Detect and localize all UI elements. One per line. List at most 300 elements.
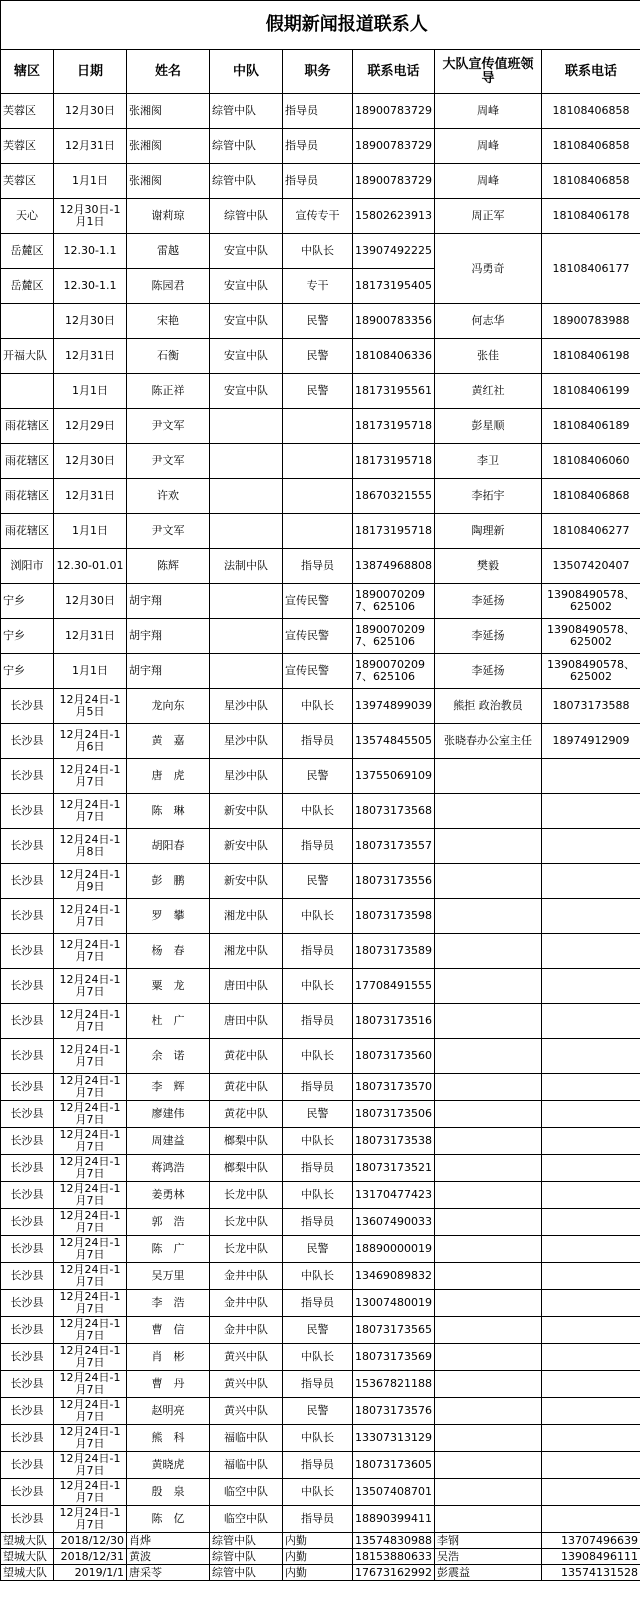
cell-leader-phone: 18108406277 — [542, 514, 640, 549]
cell-phone: 18073173570 — [353, 1074, 435, 1101]
cell-position: 民警 — [283, 374, 353, 409]
cell-phone: 13607490033 — [353, 1209, 435, 1236]
cell-leader-phone — [542, 1344, 640, 1371]
cell-name: 胡宇翔 — [127, 619, 210, 654]
cell-name: 郭 浩 — [127, 1209, 210, 1236]
cell-name: 黄晓虎 — [127, 1452, 210, 1479]
cell-leader: 熊拒 政治教员 — [435, 689, 542, 724]
cell-position: 中队长 — [283, 689, 353, 724]
table-row — [1, 164, 640, 199]
cell-district: 长沙县 — [1, 1182, 54, 1209]
cell-leader-phone: 13507420407 — [542, 549, 640, 584]
cell-leader-phone — [542, 1039, 640, 1074]
cell-phone: 18670321555 — [353, 479, 435, 514]
cell-district: 岳麓区 — [1, 269, 54, 304]
table-row — [1, 1344, 640, 1371]
table-row — [1, 339, 640, 374]
table-row — [1, 1479, 640, 1506]
cell-leader-phone — [542, 1263, 640, 1290]
cell-leader-phone: 18108406858 — [542, 129, 640, 164]
cell-district: 宁乡 — [1, 584, 54, 619]
table-row — [1, 1425, 640, 1452]
cell-district: 长沙县 — [1, 1344, 54, 1371]
cell-district: 长沙县 — [1, 1317, 54, 1344]
cell-position: 中队长 — [283, 1479, 353, 1506]
cell-position: 民警 — [283, 1236, 353, 1263]
cell-date: 12月24日-1月7日 — [54, 1004, 127, 1039]
cell-squad: 临空中队 — [210, 1506, 283, 1533]
cell-name: 曹 信 — [127, 1317, 210, 1344]
cell-name: 粟 龙 — [127, 969, 210, 1004]
cell-leader — [435, 1182, 542, 1209]
cell-name: 李 辉 — [127, 1074, 210, 1101]
cell-leader-phone — [542, 899, 640, 934]
cell-squad: 长龙中队 — [210, 1209, 283, 1236]
cell-district: 雨花辖区 — [1, 514, 54, 549]
table-row — [1, 1004, 640, 1039]
cell-leader: 周峰 — [435, 129, 542, 164]
cell-name: 曹 丹 — [127, 1371, 210, 1398]
cell-date: 12月24日-1月5日 — [54, 689, 127, 724]
table-row — [1, 1290, 640, 1317]
cell-date: 12月31日 — [54, 479, 127, 514]
cell-position: 宣传民警 — [283, 654, 353, 689]
cell-squad — [210, 409, 283, 444]
cell-leader — [435, 1128, 542, 1155]
cell-leader — [435, 794, 542, 829]
cell-name: 黄波 — [127, 1549, 210, 1565]
cell-leader: 周峰 — [435, 94, 542, 129]
cell-date: 12月29日 — [54, 409, 127, 444]
cell-phone: 13507408701 — [353, 1479, 435, 1506]
cell-name: 杜 广 — [127, 1004, 210, 1039]
cell-squad: 湘龙中队 — [210, 934, 283, 969]
cell-district: 望城大队 — [1, 1565, 54, 1581]
cell-position: 民警 — [283, 864, 353, 899]
cell-district: 雨花辖区 — [1, 409, 54, 444]
cell-position: 指导员 — [283, 1074, 353, 1101]
cell-district: 宁乡 — [1, 619, 54, 654]
cell-position: 中队长 — [283, 899, 353, 934]
cell-leader — [435, 934, 542, 969]
cell-squad: 福临中队 — [210, 1425, 283, 1452]
cell-leader — [435, 1004, 542, 1039]
cell-position: 民警 — [283, 1317, 353, 1344]
cell-leader — [435, 1479, 542, 1506]
cell-date: 12月24日-1月7日 — [54, 1236, 127, 1263]
table-row — [1, 1101, 640, 1128]
cell-date: 12月30日 — [54, 584, 127, 619]
cell-phone: 13170477423 — [353, 1182, 435, 1209]
table-row — [1, 969, 640, 1004]
cell-squad: 综管中队 — [210, 1533, 283, 1549]
cell-phone: 18173195718 — [353, 514, 435, 549]
cell-leader-phone — [542, 1128, 640, 1155]
cell-district: 长沙县 — [1, 829, 54, 864]
cell-name: 姜勇林 — [127, 1182, 210, 1209]
cell-squad: 福临中队 — [210, 1452, 283, 1479]
cell-date: 12月31日 — [54, 339, 127, 374]
table-row — [1, 829, 640, 864]
cell-squad: 黄花中队 — [210, 1039, 283, 1074]
cell-date: 12月24日-1月7日 — [54, 1371, 127, 1398]
cell-position: 指导员 — [283, 1290, 353, 1317]
cell-phone: 18073173557 — [353, 829, 435, 864]
cell-district: 雨花辖区 — [1, 444, 54, 479]
cell-squad: 综管中队 — [210, 199, 283, 234]
cell-phone: 18173195718 — [353, 409, 435, 444]
cell-name: 陈正祥 — [127, 374, 210, 409]
cell-phone: 18153880633 — [353, 1549, 435, 1565]
cell-district: 宁乡 — [1, 654, 54, 689]
cell-squad: 星沙中队 — [210, 759, 283, 794]
cell-date: 2018/12/30 — [54, 1533, 127, 1549]
cell-name: 余 诺 — [127, 1039, 210, 1074]
cell-phone: 18073173506 — [353, 1101, 435, 1128]
cell-name: 张湘阂 — [127, 129, 210, 164]
cell-date: 1月1日 — [54, 164, 127, 199]
cell-name: 周建益 — [127, 1128, 210, 1155]
cell-phone: 13007480019 — [353, 1290, 435, 1317]
table-row — [1, 94, 640, 129]
cell-squad: 安宣中队 — [210, 304, 283, 339]
cell-name: 罗 攀 — [127, 899, 210, 934]
cell-name: 宋艳 — [127, 304, 210, 339]
table-row — [1, 619, 640, 654]
cell-district: 长沙县 — [1, 1506, 54, 1533]
table-row — [1, 129, 640, 164]
cell-date: 12月30日-1月1日 — [54, 199, 127, 234]
cell-district: 长沙县 — [1, 934, 54, 969]
cell-name: 唐 虎 — [127, 759, 210, 794]
cell-date: 12月24日-1月7日 — [54, 1290, 127, 1317]
cell-district: 浏阳市 — [1, 549, 54, 584]
cell-leader — [435, 864, 542, 899]
cell-date: 12月24日-1月7日 — [54, 1155, 127, 1182]
cell-position: 内勤 — [283, 1565, 353, 1581]
cell-leader — [435, 1452, 542, 1479]
cell-district: 长沙县 — [1, 689, 54, 724]
cell-name: 雷越 — [127, 234, 210, 269]
cell-squad: 唐田中队 — [210, 1004, 283, 1039]
table-row — [1, 1263, 640, 1290]
cell-district: 望城大队 — [1, 1549, 54, 1565]
cell-leader-phone — [542, 1398, 640, 1425]
cell-district: 岳麓区 — [1, 234, 54, 269]
cell-phone: 18073173560 — [353, 1039, 435, 1074]
header-leader-phone: 联系电话 — [542, 50, 640, 94]
cell-leader: 李卫 — [435, 444, 542, 479]
cell-leader: 李延扬 — [435, 654, 542, 689]
cell-district: 长沙县 — [1, 899, 54, 934]
cell-position: 中队长 — [283, 234, 353, 269]
cell-date: 12月24日-1月7日 — [54, 1039, 127, 1074]
table-row — [1, 1209, 640, 1236]
cell-position: 中队长 — [283, 969, 353, 1004]
cell-position — [283, 409, 353, 444]
cell-squad: 金井中队 — [210, 1263, 283, 1290]
cell-phone: 13307313129 — [353, 1425, 435, 1452]
cell-leader-phone: 13908490578、625002 — [542, 584, 640, 619]
cell-date: 1月1日 — [54, 514, 127, 549]
cell-district: 长沙县 — [1, 724, 54, 759]
cell-leader: 李钢 — [435, 1533, 542, 1549]
cell-leader-phone — [542, 1074, 640, 1101]
cell-district: 长沙县 — [1, 794, 54, 829]
cell-leader — [435, 1263, 542, 1290]
page-title: 假期新闻报道联系人 — [54, 1, 640, 50]
cell-squad: 黄花中队 — [210, 1101, 283, 1128]
header-leader: 大队宣传值班领导 — [435, 50, 542, 94]
cell-squad: 安宣中队 — [210, 374, 283, 409]
cell-leader-phone: 13908490578、625002 — [542, 654, 640, 689]
cell-leader: 黄红社 — [435, 374, 542, 409]
cell-date: 12月24日-1月7日 — [54, 1182, 127, 1209]
cell-leader-phone: 13574131528 — [542, 1565, 640, 1581]
cell-phone: 18108406336 — [353, 339, 435, 374]
cell-leader — [435, 1101, 542, 1128]
cell-name: 肖烨 — [127, 1533, 210, 1549]
table-row — [1, 1182, 640, 1209]
cell-squad: 临空中队 — [210, 1479, 283, 1506]
cell-leader-phone: 18108406189 — [542, 409, 640, 444]
cell-district: 长沙县 — [1, 1452, 54, 1479]
cell-phone: 17708491555 — [353, 969, 435, 1004]
cell-position: 指导员 — [283, 164, 353, 199]
cell-leader-phone: 18108406868 — [542, 479, 640, 514]
cell-leader-phone: 18108406178 — [542, 199, 640, 234]
table-row — [1, 794, 640, 829]
cell-name: 胡宇翔 — [127, 654, 210, 689]
cell-leader — [435, 1506, 542, 1533]
table-row — [1, 1236, 640, 1263]
cell-date: 12月31日 — [54, 619, 127, 654]
table-row — [1, 654, 640, 689]
cell-date: 12.30-1.1 — [54, 269, 127, 304]
cell-phone: 18073173569 — [353, 1344, 435, 1371]
header-position: 职务 — [283, 50, 353, 94]
cell-squad — [210, 584, 283, 619]
cell-squad: 金井中队 — [210, 1317, 283, 1344]
cell-date: 12.30-1.1 — [54, 234, 127, 269]
cell-leader: 彭星顺 — [435, 409, 542, 444]
cell-leader — [435, 759, 542, 794]
table-row — [1, 234, 640, 269]
cell-position: 民警 — [283, 304, 353, 339]
cell-phone: 18073173516 — [353, 1004, 435, 1039]
cell-phone: 18900783729 — [353, 129, 435, 164]
cell-district: 长沙县 — [1, 864, 54, 899]
cell-name: 殷 泉 — [127, 1479, 210, 1506]
cell-leader: 李延扬 — [435, 619, 542, 654]
table-row — [1, 724, 640, 759]
cell-date: 12月24日-1月7日 — [54, 1452, 127, 1479]
cell-name: 陈 亿 — [127, 1506, 210, 1533]
cell-leader — [435, 1236, 542, 1263]
cell-leader: 吴浩 — [435, 1549, 542, 1565]
cell-position — [283, 444, 353, 479]
cell-date: 12月30日 — [54, 94, 127, 129]
cell-squad: 榔梨中队 — [210, 1128, 283, 1155]
cell-phone: 18073173605 — [353, 1452, 435, 1479]
cell-squad: 星沙中队 — [210, 689, 283, 724]
cell-district: 天心 — [1, 199, 54, 234]
table-row — [1, 689, 640, 724]
table-row — [1, 444, 640, 479]
cell-leader — [435, 1371, 542, 1398]
cell-position: 指导员 — [283, 724, 353, 759]
cell-name: 许欢 — [127, 479, 210, 514]
cell-phone: 13874968808 — [353, 549, 435, 584]
cell-leader-phone — [542, 1506, 640, 1533]
cell-name: 尹文军 — [127, 444, 210, 479]
table-row — [1, 549, 640, 584]
cell-date: 12月30日 — [54, 444, 127, 479]
cell-date: 2019/1/1 — [54, 1565, 127, 1581]
cell-leader — [435, 1155, 542, 1182]
cell-squad: 长龙中队 — [210, 1182, 283, 1209]
cell-name: 陈 琳 — [127, 794, 210, 829]
cell-district: 长沙县 — [1, 759, 54, 794]
table-row — [1, 759, 640, 794]
cell-name: 肖 彬 — [127, 1344, 210, 1371]
cell-phone: 13574845505 — [353, 724, 435, 759]
cell-phone: 18890399411 — [353, 1506, 435, 1533]
cell-name: 杨 春 — [127, 934, 210, 969]
cell-phone: 18073173598 — [353, 899, 435, 934]
cell-squad: 榔梨中队 — [210, 1155, 283, 1182]
cell-leader — [435, 1039, 542, 1074]
cell-leader: 樊毅 — [435, 549, 542, 584]
cell-position: 指导员 — [283, 829, 353, 864]
cell-name: 陈辉 — [127, 549, 210, 584]
cell-name: 吴万里 — [127, 1263, 210, 1290]
cell-date: 12月24日-1月6日 — [54, 724, 127, 759]
cell-position: 民警 — [283, 759, 353, 794]
cell-squad: 湘龙中队 — [210, 899, 283, 934]
cell-name: 谢莉琼 — [127, 199, 210, 234]
cell-date: 12月24日-1月7日 — [54, 1209, 127, 1236]
title-spacer — [1, 1, 54, 50]
cell-leader — [435, 1398, 542, 1425]
table-row — [1, 1039, 640, 1074]
cell-leader: 李拓宇 — [435, 479, 542, 514]
cell-leader-phone: 13707496639 — [542, 1533, 640, 1549]
cell-district: 芙蓉区 — [1, 129, 54, 164]
cell-date: 12月30日 — [54, 304, 127, 339]
cell-position — [283, 479, 353, 514]
cell-squad: 黄兴中队 — [210, 1371, 283, 1398]
table-row — [1, 1452, 640, 1479]
cell-leader: 周正军 — [435, 199, 542, 234]
cell-district: 长沙县 — [1, 1155, 54, 1182]
cell-leader: 何志华 — [435, 304, 542, 339]
cell-date: 12月24日-1月7日 — [54, 1398, 127, 1425]
cell-district: 芙蓉区 — [1, 94, 54, 129]
table-row — [1, 1549, 640, 1565]
cell-district: 长沙县 — [1, 1128, 54, 1155]
cell-squad — [210, 514, 283, 549]
cell-leader-phone — [542, 1452, 640, 1479]
cell-district: 长沙县 — [1, 1263, 54, 1290]
cell-squad: 安宣中队 — [210, 339, 283, 374]
cell-position: 专干 — [283, 269, 353, 304]
cell-position: 宣传专干 — [283, 199, 353, 234]
table-row — [1, 899, 640, 934]
table-row — [1, 199, 640, 234]
cell-phone: 18173195405 — [353, 269, 435, 304]
cell-leader-phone — [542, 969, 640, 1004]
cell-squad: 法制中队 — [210, 549, 283, 584]
cell-position: 指导员 — [283, 1371, 353, 1398]
cell-leader: 彭震益 — [435, 1565, 542, 1581]
header-phone: 联系电话 — [353, 50, 435, 94]
cell-date: 12月24日-1月7日 — [54, 1074, 127, 1101]
cell-leader-phone — [542, 1425, 640, 1452]
cell-name: 黄 嘉 — [127, 724, 210, 759]
header-name: 姓名 — [127, 50, 210, 94]
cell-name: 彭 鹏 — [127, 864, 210, 899]
cell-date: 12月24日-1月7日 — [54, 1263, 127, 1290]
cell-date: 12月24日-1月7日 — [54, 934, 127, 969]
cell-leader-phone — [542, 1182, 640, 1209]
cell-position: 中队长 — [283, 1039, 353, 1074]
cell-phone: 13574830988 — [353, 1533, 435, 1549]
cell-date: 12月24日-1月7日 — [54, 1425, 127, 1452]
cell-name: 胡宇翔 — [127, 584, 210, 619]
cell-leader-phone: 18974912909 — [542, 724, 640, 759]
cell-name: 尹文军 — [127, 514, 210, 549]
cell-name: 唐采苓 — [127, 1565, 210, 1581]
table-row — [1, 584, 640, 619]
cell-phone: 18900702097、625106 — [353, 654, 435, 689]
cell-leader — [435, 1317, 542, 1344]
cell-phone: 18890000019 — [353, 1236, 435, 1263]
cell-leader — [435, 1344, 542, 1371]
cell-squad: 黄兴中队 — [210, 1398, 283, 1425]
cell-leader-phone — [542, 864, 640, 899]
cell-leader-phone — [542, 1209, 640, 1236]
cell-name: 赵明亮 — [127, 1398, 210, 1425]
cell-squad: 安宣中队 — [210, 269, 283, 304]
cell-squad: 综管中队 — [210, 1549, 283, 1565]
cell-name: 廖建伟 — [127, 1101, 210, 1128]
table-row — [1, 1398, 640, 1425]
cell-district — [1, 374, 54, 409]
cell-date: 12月24日-1月7日 — [54, 1506, 127, 1533]
cell-position: 宣传民警 — [283, 619, 353, 654]
cell-date: 12月31日 — [54, 129, 127, 164]
cell-phone: 18073173576 — [353, 1398, 435, 1425]
cell-leader: 张晓春办公室主任 — [435, 724, 542, 759]
cell-position: 内勤 — [283, 1549, 353, 1565]
cell-district: 长沙县 — [1, 1209, 54, 1236]
cell-phone: 18073173521 — [353, 1155, 435, 1182]
cell-squad: 新安中队 — [210, 829, 283, 864]
cell-squad: 综管中队 — [210, 94, 283, 129]
cell-date: 1月1日 — [54, 374, 127, 409]
cell-phone: 13755069109 — [353, 759, 435, 794]
cell-position: 指导员 — [283, 129, 353, 164]
cell-squad: 星沙中队 — [210, 724, 283, 759]
table-row — [1, 1155, 640, 1182]
cell-leader: 陶理新 — [435, 514, 542, 549]
table-row — [1, 514, 640, 549]
cell-name: 尹文军 — [127, 409, 210, 444]
cell-squad — [210, 444, 283, 479]
cell-squad — [210, 654, 283, 689]
cell-position: 民警 — [283, 339, 353, 374]
